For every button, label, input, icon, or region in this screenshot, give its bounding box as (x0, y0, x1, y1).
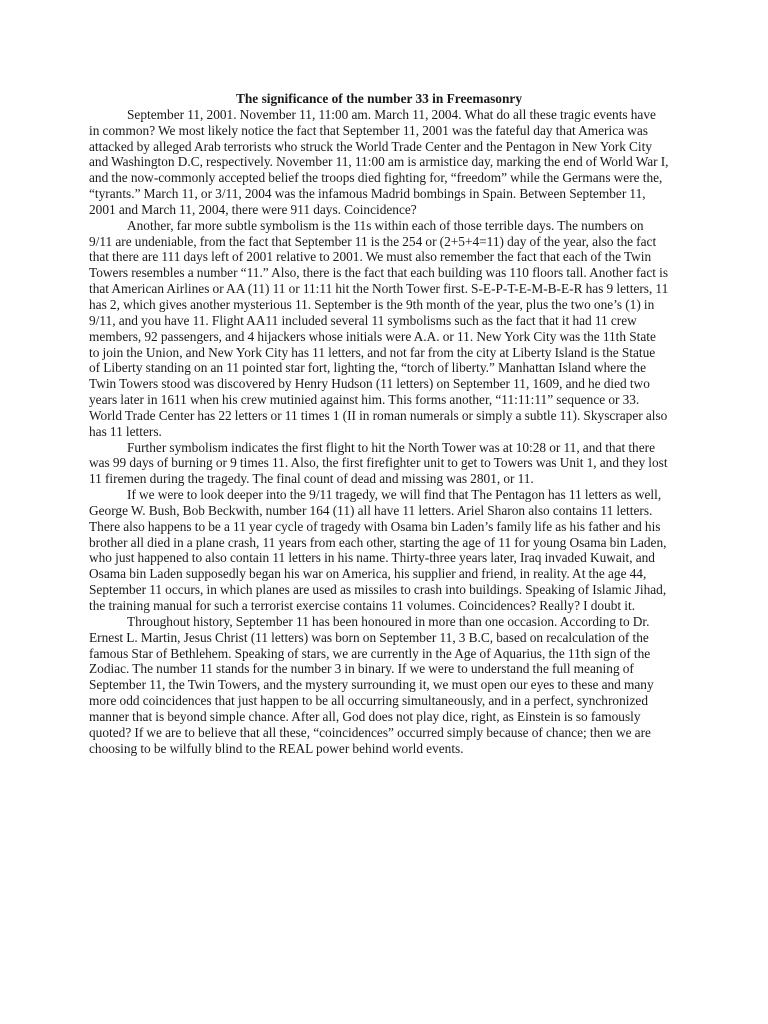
paragraph-1: September 11, 2001. November 11, 11:00 am. March 11, 2004. What do all these tragic events have in common? We most likely notice the fact that September 11, 2001 was the fateful day that America was attacked by alleged Arab terrorists who struck the World Trade Center and the Pentagon in New York City and Washington D.C, respectively. November 11, 11:00 am is armistice day, marking the end of World War I, and the now-commonly accepted belief the troops died fighting for, “freedom” while the Germans were the, “tyrants.” March 11, or 3/11, 2004 was the infamous Madrid bombings in Spain. Between September 11, 2001 and March 11, 2004, there were 911 days. Coincidence? (89, 106, 669, 217)
paragraph-3: Further symbolism indicates the first flight to hit the North Tower was at 10:28 or 11, and that there was 99 days of burning or 9 times 11. Also, the first firefighter unit to get to Towers was Unit 1, and they lost 11 firemen during the tragedy. The final count of dead and missing was 2801, or 11. (89, 439, 668, 487)
paragraph-5: Throughout history, September 11 has been honoured in more than one occasion. According to Dr. Ernest L. Martin, Jesus Christ (11 letters) was born on September 11, 3 B.C, based on recalculation of the famous Star of Bethlehem. Speaking of stars, we are currently in the Age of Aquarius, the 11th sign of the Zodiac. The number 11 stands for the number 3 in binary. If we were to understand the full meaning of September 11, the Twin Towers, and the mystery surrounding it, we must open our eyes to these and many more odd coincidences that just happen to be all occurring simultaneously, and in a perfect, synchronized manner that is beyond simple chance. After all, God does not play dice, right, as Einstein is so famously quoted? If we are to believe that all these, “coincidences” occurred simply because of chance; then we are choosing to be wilfully blind to the REAL power behind world events. (89, 613, 654, 756)
document-body (89, 91, 669, 756)
paragraph-2: Another, far more subtle symbolism is the 11s within each of those terrible days. The numbers on 9/11 are undeniable, from the fact that September 11 is the 254 or (2+5+4=11) day of the year, also the fact that there are 111 days left of 2001 relative to 2001. We must also remember the fact that each of the Twin Towers resembles a number “11.” Also, there is the fact that each building was 110 floors tall. Another fact is that American Airlines or AA (11) 11 or 11:11 hit the North Tower first. S-E-P-T-E-M-B-E-R has 9 letters, 11 has 2, which gives another mysterious 11. September is the 9th month of the year, plus the two one’s (1) in 9/11, and you have 11. Flight AA11 included several 11 symbolisms such as the fact that it had 11 crew members, 92 passengers, and 4 hijackers whose initials were A.A. or 11. New York City was the 11th State to join the Union, and New York City has 11 letters, and not far from the city at Liberty Island is the Statue of Liberty standing on an 11 pointed star fort, lighting the, “torch of liberty.” Manhattan Island where the Twin Towers stood was discovered by Henry Hudson (11 letters) on September 11, 1609, and he died two years later in 1611 when his crew mutinied against him. This forms another, “11:11:11” sequence or 33. World Trade Center has 22 letters or 11 times 1 (II in roman numerals or simply a subtle 11). Skyscraper also has 11 letters. (89, 217, 669, 439)
paragraph-4: If we were to look deeper into the 9/11 tragedy, we will find that The Pentagon has 11 letters as well, George W. Bush, Bob Beckwith, number 164 (11) all have 11 letters. Ariel Sharon also contains 11 letters. There also happens to be a 11 year cycle of tragedy with Osama bin Laden’s family life as his father and his brother all died in a plane crash, 11 years from each other, starting the age of 11 for young Osama bin Laden, who just happened to also contain 11 letters in his name. Thirty-three years later, Iraq invaded Kuwait, and Osama bin Laden supposedly began his war on America, his supplier and friend, in reality. At the age 44, September 11 occurs, in which planes are used as missiles to crash into buildings. Speaking of Islamic Jihad, the training manual for such a terrorist exercise contains 11 volumes. Coincidences? Really? I doubt it. (89, 487, 667, 613)
document-title: The significance of the number 33 in Freemasonry (235, 91, 522, 106)
